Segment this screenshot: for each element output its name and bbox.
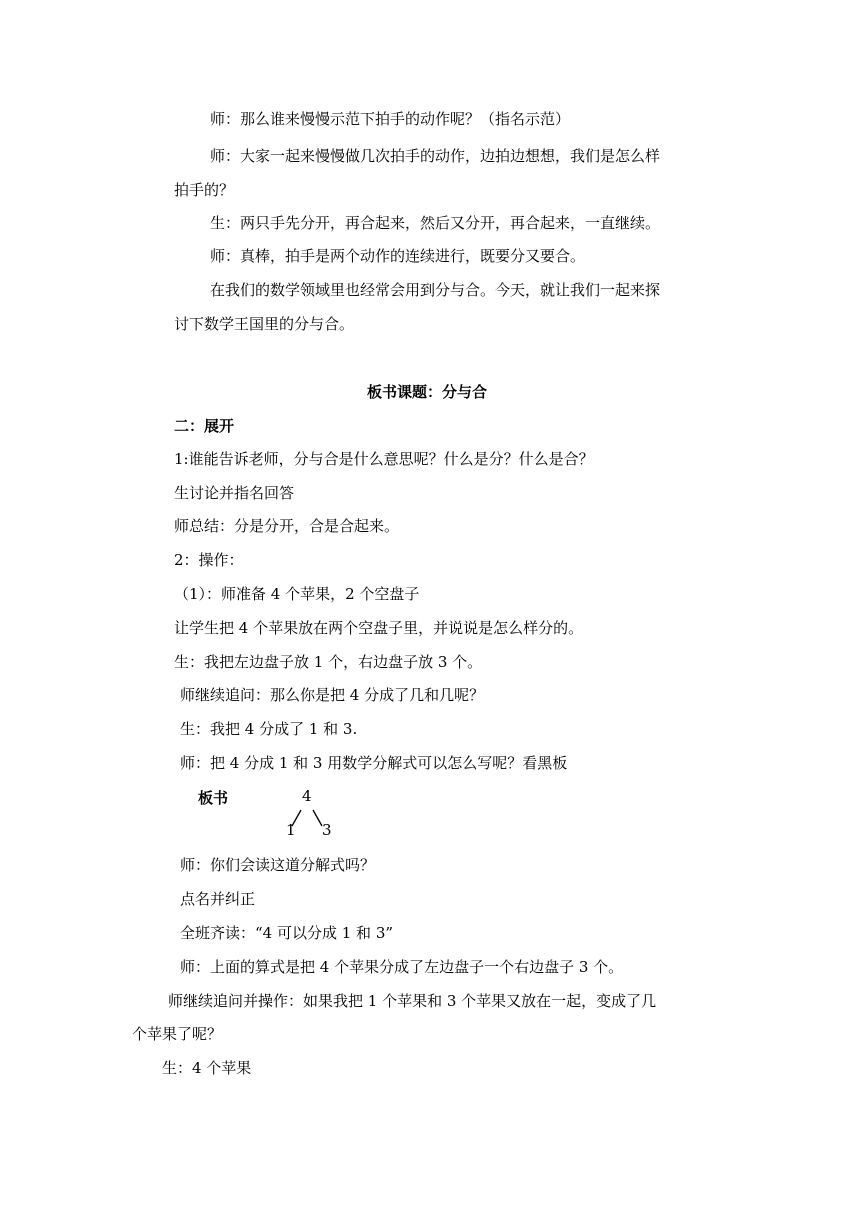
board-label: 板书 [198, 789, 229, 807]
body-line-2: 生讨论并指名回答 [174, 484, 295, 502]
intro-line-7: 讨下数学王国里的分与合。 [174, 315, 355, 333]
board-title: 板书课题：分与合 [367, 383, 488, 401]
diagram-branch-lines [270, 786, 350, 842]
intro-line-3: 拍手的？ [174, 181, 235, 199]
after-line-5: 师继续追问并操作：如果我把 1 个苹果和 3 个苹果又放在一起，变成了几 [168, 992, 657, 1010]
body-line-1: 1:谁能告诉老师，分与合是什么意思呢？什么是分？什么是合？ [174, 450, 594, 468]
diagram-right-number: 3 [322, 821, 332, 839]
section-heading: 二：展开 [174, 417, 235, 435]
body-line-6: 让学生把 4 个苹果放在两个空盘子里，并说说是怎么样分的。 [174, 619, 584, 637]
body-line-10: 师：把 4 分成 1 和 3 用数学分解式可以怎么写呢？看黑板 [180, 754, 568, 772]
body-line-5: （1）：师准备 4 个苹果，2 个空盘子 [174, 585, 420, 603]
intro-line-1: 师：那么谁来慢慢示范下拍手的动作呢？（指名示范） [210, 110, 571, 128]
intro-line-5: 师：真棒，拍手是两个动作的连续进行，既要分又要合。 [210, 247, 586, 265]
decomposition-diagram [270, 786, 350, 842]
intro-line-2: 师：大家一起来慢慢做几次拍手的动作，边拍边想想，我们是怎么样 [210, 147, 661, 165]
after-line-6: 个苹果了呢？ [132, 1025, 223, 1043]
body-line-3: 师总结：分是分开，合是合起来。 [174, 517, 400, 535]
after-line-2: 点名并纠正 [180, 890, 256, 908]
diagram-top-number: 4 [302, 787, 312, 805]
after-line-7: 生：4 个苹果 [162, 1059, 252, 1077]
after-line-3: 全班齐读：“4 可以分成 1 和 3” [180, 924, 394, 942]
body-line-4: 2：操作： [174, 551, 244, 569]
intro-line-4: 生：两只手先分开，再合起来，然后又分开，再合起来，一直继续。 [210, 214, 661, 232]
intro-line-6: 在我们的数学领域里也经常会用到分与合。今天，就让我们一起来探 [210, 281, 661, 299]
after-line-1: 师：你们会读这道分解式吗？ [180, 856, 376, 874]
diagram-left-number: 1 [286, 821, 296, 839]
body-line-7: 生：我把左边盘子放 1 个，右边盘子放 3 个。 [174, 653, 483, 671]
body-line-8: 师继续追问：那么你是把 4 分成了几和几呢？ [180, 686, 485, 704]
after-line-4: 师：上面的算式是把 4 个苹果分成了左边盘子一个右边盘子 3 个。 [180, 958, 624, 976]
body-line-9: 生：我把 4 分成了 1 和 3. [180, 720, 358, 738]
